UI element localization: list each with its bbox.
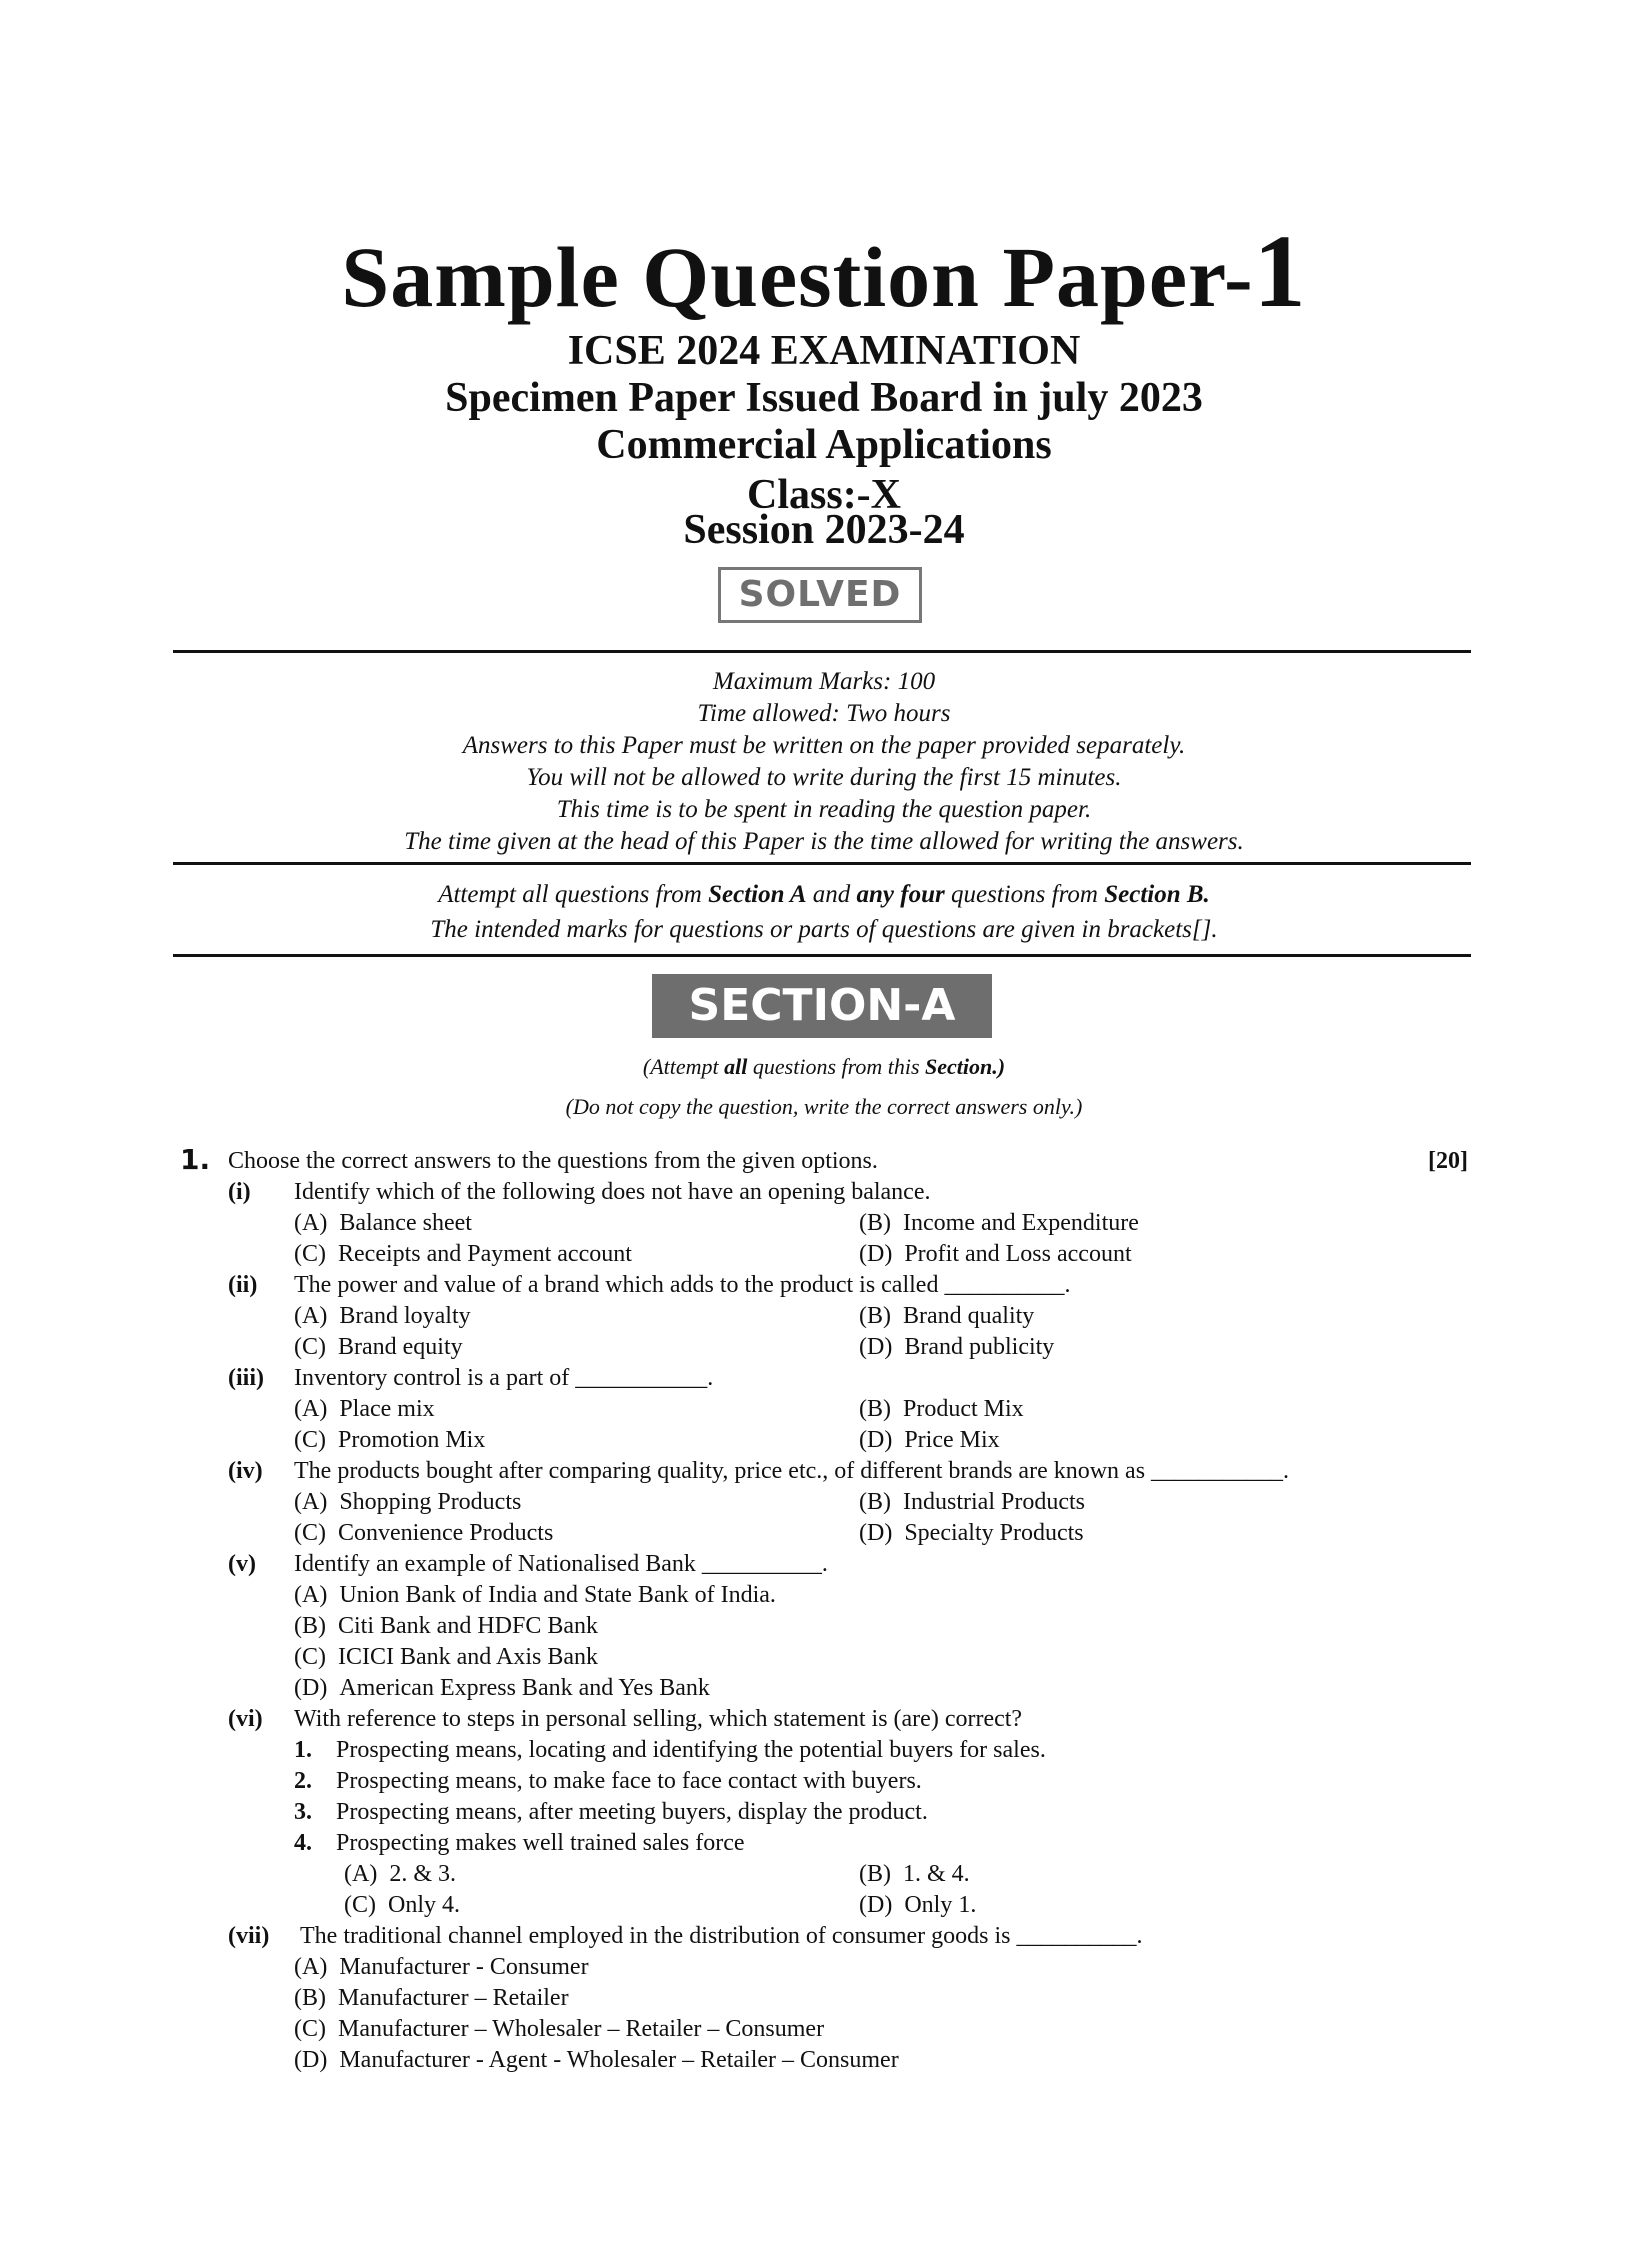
- note-text: questions from this: [747, 1054, 926, 1079]
- note-text: (Attempt: [642, 1054, 725, 1079]
- option-text: ICICI Bank and Axis Bank: [338, 1644, 598, 1670]
- max-marks: Maximum Marks: 100: [712, 668, 936, 695]
- marks-note: The intended marks for questions or parts of questions are given in brackets[].: [430, 916, 1218, 943]
- option-label: (A): [344, 1861, 378, 1887]
- option-text: Balance sheet: [339, 1210, 472, 1236]
- option-c: [294, 1239, 632, 1270]
- option-text: Manufacturer - Agent - Wholesaler – Retailer – Consumer: [339, 2047, 899, 2073]
- attempt-section-b: Section B.: [1104, 881, 1210, 908]
- note-all: all: [724, 1054, 748, 1079]
- option-d: [859, 1425, 1000, 1456]
- option-b: [859, 1487, 1085, 1518]
- subquestion-text: The traditional channel employed in the distribution of consumer goods is __________.: [300, 1923, 1143, 1949]
- option-d: [859, 1332, 1054, 1363]
- statement-label: 2.: [294, 1768, 312, 1794]
- option-label: (B): [859, 1210, 891, 1236]
- option-label: (A): [294, 1582, 328, 1608]
- option-b: [859, 1394, 1024, 1425]
- option-label: (B): [859, 1396, 891, 1422]
- attempt-text: and: [806, 881, 857, 908]
- option-label: (C): [294, 1241, 326, 1267]
- option-label: (B): [859, 1303, 891, 1329]
- option-b: [859, 1301, 1034, 1332]
- option-label: (C): [294, 1334, 326, 1360]
- option-text: Receipts and Payment account: [338, 1241, 632, 1267]
- option-text: Only 4.: [388, 1892, 460, 1918]
- paper-title: [0, 214, 1648, 329]
- option-text: Profit and Loss account: [904, 1241, 1132, 1267]
- option-label: (A): [294, 1489, 328, 1515]
- option-text: Brand loyalty: [339, 1303, 471, 1329]
- option-c: [294, 1425, 485, 1456]
- class-name: Class:-X: [747, 472, 901, 518]
- option-a: [294, 1301, 471, 1332]
- option-text: Brand quality: [903, 1303, 1035, 1329]
- option-text: Manufacturer – Wholesaler – Retailer – Consumer: [338, 2016, 825, 2042]
- subquestion-text: The power and value of a brand which adds to the product is called __________.: [294, 1272, 1071, 1298]
- option-b: [294, 1983, 569, 2014]
- session-name: Session 2023-24: [683, 507, 965, 553]
- specimen-line: Specimen Paper Issued Board in july 2023: [445, 375, 1203, 421]
- exam-name: ICSE 2024 EXAMINATION: [567, 328, 1081, 374]
- option-text: Citi Bank and HDFC Bank: [338, 1613, 599, 1639]
- option-text: 1. & 4.: [903, 1861, 970, 1887]
- option-a: [344, 1859, 456, 1890]
- option-b: [859, 1859, 970, 1890]
- option-label: (C): [294, 1427, 326, 1453]
- option-text: Shopping Products: [339, 1489, 522, 1515]
- subquestion-text: Identify an example of Nationalised Bank __________.: [294, 1551, 828, 1577]
- subquestion-number: (vii): [228, 1923, 270, 1949]
- option-label: (C): [344, 1892, 376, 1918]
- statement-4: [294, 1828, 745, 1859]
- divider-top: [173, 650, 1471, 653]
- option-a: [294, 1394, 435, 1425]
- option-b: [859, 1208, 1139, 1239]
- statement-1: [294, 1735, 1046, 1766]
- statement-label: 3.: [294, 1799, 312, 1825]
- instruction-line: You will not be allowed to write during the first 15 minutes.: [526, 764, 1122, 791]
- subquestion-number: (iii): [228, 1365, 264, 1391]
- option-label: (C): [294, 2016, 326, 2042]
- option-label: (B): [294, 1613, 326, 1639]
- subquestion-number: (v): [228, 1551, 256, 1577]
- option-b: [294, 1611, 598, 1642]
- time-allowed: Time allowed: Two hours: [697, 700, 951, 727]
- option-label: (C): [294, 1644, 326, 1670]
- option-label: (D): [859, 1892, 893, 1918]
- subquestion-number: (iv): [228, 1458, 263, 1484]
- option-label: (A): [294, 1954, 328, 1980]
- option-label: (A): [294, 1210, 328, 1236]
- option-label: (D): [859, 1241, 893, 1267]
- subquestion-number: (vi): [228, 1706, 263, 1732]
- option-text: Income and Expenditure: [903, 1210, 1139, 1236]
- option-text: Place mix: [339, 1396, 435, 1422]
- option-text: Union Bank of India and State Bank of India.: [339, 1582, 776, 1608]
- paper-title-text: Sample Question Paper-: [341, 229, 1254, 325]
- option-d: [294, 2045, 899, 2076]
- option-d: [859, 1239, 1132, 1270]
- option-c: [294, 2014, 824, 2045]
- question-text: Choose the correct answers to the questions from the given options.: [228, 1148, 878, 1174]
- option-text: Industrial Products: [903, 1489, 1085, 1515]
- section-note: [0, 1052, 1648, 1082]
- attempt-text: questions from: [944, 881, 1105, 908]
- statement-text: Prospecting means, after meeting buyers, display the product.: [336, 1799, 928, 1825]
- subquestion-number: (ii): [228, 1272, 258, 1298]
- option-d: [859, 1518, 1084, 1549]
- statement-text: Prospecting makes well trained sales force: [336, 1830, 745, 1856]
- attempt-text: Attempt all questions from: [438, 881, 709, 908]
- option-d: [294, 1673, 710, 1704]
- statement-text: Prospecting means, locating and identifying the potential buyers for sales.: [336, 1737, 1046, 1763]
- statement-label: 1.: [294, 1737, 312, 1763]
- option-label: (B): [294, 1985, 326, 2011]
- question-marks: [20]: [1428, 1148, 1468, 1174]
- instruction-line: The time given at the head of this Paper is the time allowed for writing the answers.: [404, 828, 1244, 855]
- statement-label: 4.: [294, 1830, 312, 1856]
- subquestion-text: Inventory control is a part of ___________.: [294, 1365, 714, 1391]
- option-label: (D): [294, 2047, 328, 2073]
- option-a: [294, 1487, 521, 1518]
- attempt-instruction: [0, 879, 1648, 911]
- instruction-line: Answers to this Paper must be written on the paper provided separately.: [462, 732, 1186, 759]
- option-a: [294, 1952, 589, 1983]
- subquestion-number: (i): [228, 1179, 251, 1205]
- option-label: (D): [859, 1334, 893, 1360]
- option-text: Convenience Products: [338, 1520, 554, 1546]
- statement-3: [294, 1797, 928, 1828]
- paper-title-number: 1: [1253, 214, 1307, 329]
- option-a: [294, 1208, 472, 1239]
- option-label: (D): [294, 1675, 328, 1701]
- option-c: [294, 1642, 598, 1673]
- section-note-copy: (Do not copy the question, write the correct answers only.): [565, 1094, 1083, 1119]
- option-label: (B): [859, 1861, 891, 1887]
- option-a: [294, 1580, 776, 1611]
- instruction-line: This time is to be spent in reading the question paper.: [556, 796, 1092, 823]
- attempt-any-four: any four: [856, 881, 945, 908]
- option-text: Manufacturer - Consumer: [339, 1954, 589, 1980]
- option-label: (B): [859, 1489, 891, 1515]
- divider-middle: [173, 862, 1471, 865]
- solved-badge: SOLVED: [718, 567, 922, 623]
- section-a-banner: SECTION-A: [652, 974, 992, 1038]
- option-label: (C): [294, 1520, 326, 1546]
- statement-text: Prospecting means, to make face to face contact with buyers.: [336, 1768, 922, 1794]
- note-section: Section.): [925, 1054, 1006, 1079]
- option-text: Promotion Mix: [338, 1427, 486, 1453]
- option-c: [344, 1890, 460, 1921]
- subquestion-text: Identify which of the following does not have an opening balance.: [294, 1179, 931, 1205]
- option-c: [294, 1518, 553, 1549]
- option-d: [859, 1890, 976, 1921]
- option-text: Brand publicity: [904, 1334, 1055, 1360]
- option-text: Price Mix: [904, 1427, 1000, 1453]
- subquestion-text: The products bought after comparing quality, price etc., of different brands are known as ___________.: [294, 1458, 1290, 1484]
- attempt-section-a: Section A: [708, 881, 807, 908]
- subquestion-text: With reference to steps in personal selling, which statement is (are) correct?: [294, 1706, 1023, 1732]
- option-text: Product Mix: [903, 1396, 1024, 1422]
- option-text: Manufacturer – Retailer: [338, 1985, 569, 2011]
- option-label: (A): [294, 1303, 328, 1329]
- option-label: (D): [859, 1427, 893, 1453]
- option-text: American Express Bank and Yes Bank: [339, 1675, 710, 1701]
- option-label: (A): [294, 1396, 328, 1422]
- statement-2: [294, 1766, 922, 1797]
- subject-name: Commercial Applications: [596, 422, 1052, 468]
- option-text: Specialty Products: [904, 1520, 1084, 1546]
- option-label: (D): [859, 1520, 893, 1546]
- option-text: Brand equity: [338, 1334, 463, 1360]
- option-text: 2. & 3.: [389, 1861, 456, 1887]
- question-number: 1.: [180, 1143, 211, 1176]
- option-c: [294, 1332, 463, 1363]
- option-text: Only 1.: [904, 1892, 977, 1918]
- divider-bottom: [173, 954, 1471, 957]
